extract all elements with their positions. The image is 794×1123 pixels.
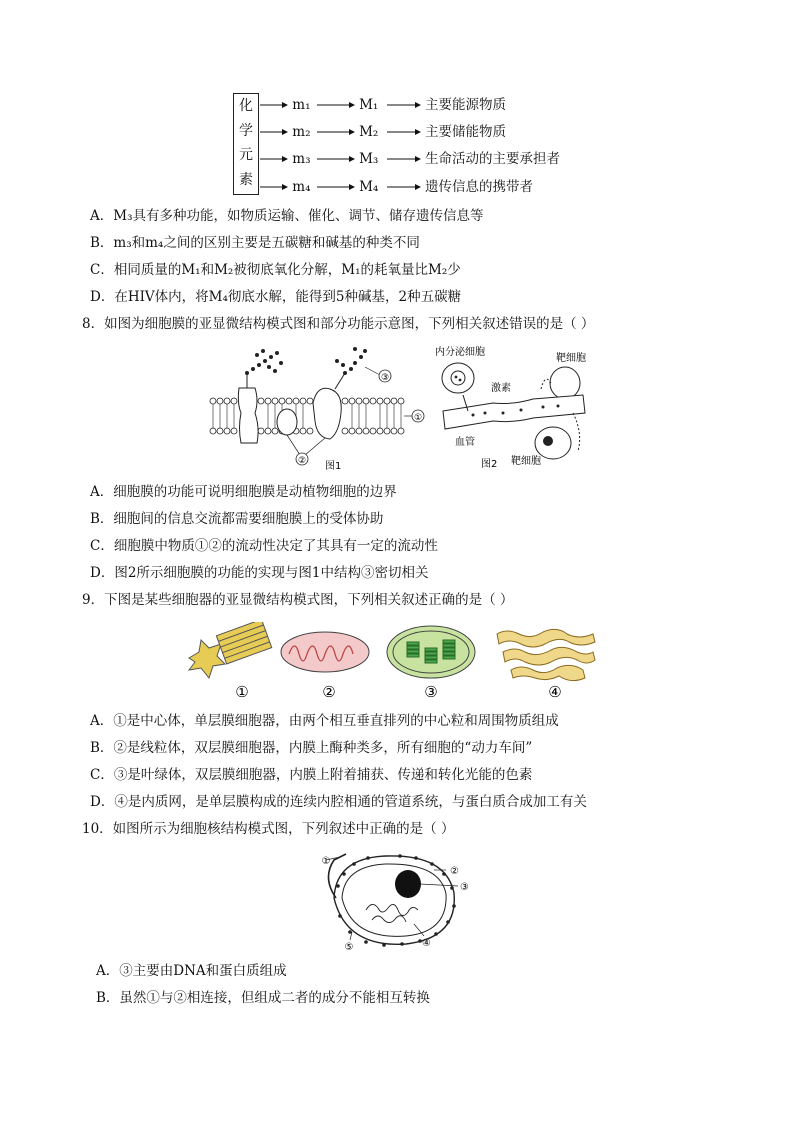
M-label: M₃ <box>359 150 379 167</box>
box-char: 元 <box>239 147 253 163</box>
q10-stem: 10．如图所示为细胞核结构模式图，下列叙述中正确的是（ ） <box>82 821 455 837</box>
q7-option-a: A．M₃具有多种功能，如物质运输、催化、调节、储存遗传信息等 <box>90 208 484 224</box>
m-label: m₁ <box>292 96 311 113</box>
q9-option-a: A．①是中心体，单层膜细胞器，由两个相互垂直排列的中心粒和周围物质组成 <box>90 713 559 729</box>
signaling-figure-2 <box>433 343 591 473</box>
m-label: m₃ <box>292 150 311 167</box>
m-label: m₂ <box>292 123 311 140</box>
flow-row-1 <box>260 94 506 114</box>
target-cell-label-top: 靶细胞 <box>556 353 586 364</box>
M-label: M₁ <box>359 96 379 113</box>
centriole <box>189 622 272 678</box>
M-label: M₄ <box>359 178 379 195</box>
function-label: 生命活动的主要承担者 <box>424 150 560 167</box>
arrow-icon <box>383 154 421 164</box>
M-label: M₂ <box>359 123 379 140</box>
nucleus-figure <box>316 848 476 954</box>
target-cell-label-bottom: 靶细胞 <box>511 456 541 467</box>
function-label: 遗传信息的携带者 <box>424 178 533 195</box>
flow-row-3 <box>260 148 560 168</box>
q8-option-c: C．细胞膜中物质①②的流动性决定了其具有一定的流动性 <box>90 538 438 554</box>
nucleus-label-2: ② <box>450 866 459 877</box>
q8-option-d: D．图2所示细胞膜的功能的实现与图1中结构③密切相关 <box>90 565 429 581</box>
q8-option-a: A．细胞膜的功能可说明细胞膜是动植物细胞的边界 <box>90 484 397 500</box>
nucleolus <box>395 870 421 898</box>
mitochondrion <box>281 632 369 672</box>
arrow-icon <box>315 154 355 164</box>
hormone-label: 激素 <box>491 383 511 394</box>
nucleus-label-5: ⑤ <box>344 942 354 953</box>
q9-option-d: D．④是内质网，是单层膜构成的连续内腔相通的管道系统，与蛋白质合成加工有关 <box>90 794 587 810</box>
nucleus-label-1: ① <box>321 856 331 867</box>
label-2: ② <box>297 456 307 466</box>
protein <box>277 409 297 435</box>
box-char: 素 <box>239 171 253 188</box>
label-3: ③ <box>380 373 390 383</box>
flow-row-4 <box>260 176 533 196</box>
arrow-icon <box>383 127 421 137</box>
q8-stem: 8．如图为细胞膜的亚显微结构模式图和部分功能示意图，下列相关叙述错误的是（ ） <box>82 316 595 332</box>
target-cell <box>550 367 580 399</box>
q9-option-b: B．②是线粒体，双层膜细胞器，内膜上酶种类多，所有细胞的“动力车间” <box>90 740 533 756</box>
organelles-figure <box>185 622 615 704</box>
q10-option-a: A．③主要由DNA和蛋白质组成 <box>96 963 287 979</box>
flow-row-2 <box>260 121 506 141</box>
arrow-icon <box>260 182 288 192</box>
organelle-label-4: ④ <box>548 683 562 701</box>
q10-option-b: B．虽然①与②相连接，但组成二者的成分不能相互转换 <box>96 990 430 1006</box>
function-label: 主要能源物质 <box>424 96 506 113</box>
chloroplast <box>387 626 475 678</box>
arrow-icon <box>315 182 355 192</box>
q7-option-d: D．在HIV体内，将M₄彻底水解，能得到5种碱基，2种五碳糖 <box>90 289 462 305</box>
arrow-icon <box>315 100 355 110</box>
arrow-icon <box>383 100 421 110</box>
arrow-icon <box>383 182 421 192</box>
organelle-label-2: ② <box>322 683 336 701</box>
label-1: ① <box>413 413 423 423</box>
box-char: 化 <box>239 98 253 114</box>
q9-option-c: C．③是叶绿体，双层膜细胞器，内膜上附着捕获、传递和转化光能的色素 <box>90 767 533 783</box>
endoplasmic-reticulum <box>497 629 595 680</box>
endocrine-cell-label: 内分泌细胞 <box>435 347 485 358</box>
box-char: 学 <box>239 122 253 139</box>
organelle-label-3: ③ <box>424 683 438 701</box>
arrow-icon <box>260 127 288 137</box>
protein <box>313 388 341 439</box>
vessel-label: 血管 <box>455 437 475 448</box>
figure-1-caption: 图1 <box>325 461 342 472</box>
arrow-icon <box>260 100 288 110</box>
arrow-icon <box>315 127 355 137</box>
q7-option-b: B．m₃和m₄之间的区别主要是五碳糖和碱基的种类不同 <box>90 235 420 251</box>
q9-stem: 9．下图是某些细胞器的亚显微结构模式图，下列相关叙述正确的是（ ） <box>82 592 514 608</box>
organelle-label-1: ① <box>235 683 249 701</box>
figure-2-caption: 图2 <box>481 459 498 470</box>
protein <box>238 388 258 443</box>
m-label: m₄ <box>292 178 311 195</box>
target-cell <box>535 427 571 459</box>
function-label: 主要储能物质 <box>424 123 506 140</box>
q8-option-b: B．细胞间的信息交流都需要细胞膜上的受体协助 <box>90 511 384 527</box>
nucleus-label-3: ③ <box>460 882 469 893</box>
elements-box <box>233 93 259 195</box>
membrane-figure-1 <box>205 343 427 473</box>
arrow-icon <box>260 154 288 164</box>
q7-option-c: C．相同质量的M₁和M₂被彻底氧化分解，M₁的耗氧量比M₂少 <box>90 262 461 278</box>
nucleus-label-4: ④ <box>422 938 431 949</box>
nuclear-envelope <box>334 856 454 944</box>
